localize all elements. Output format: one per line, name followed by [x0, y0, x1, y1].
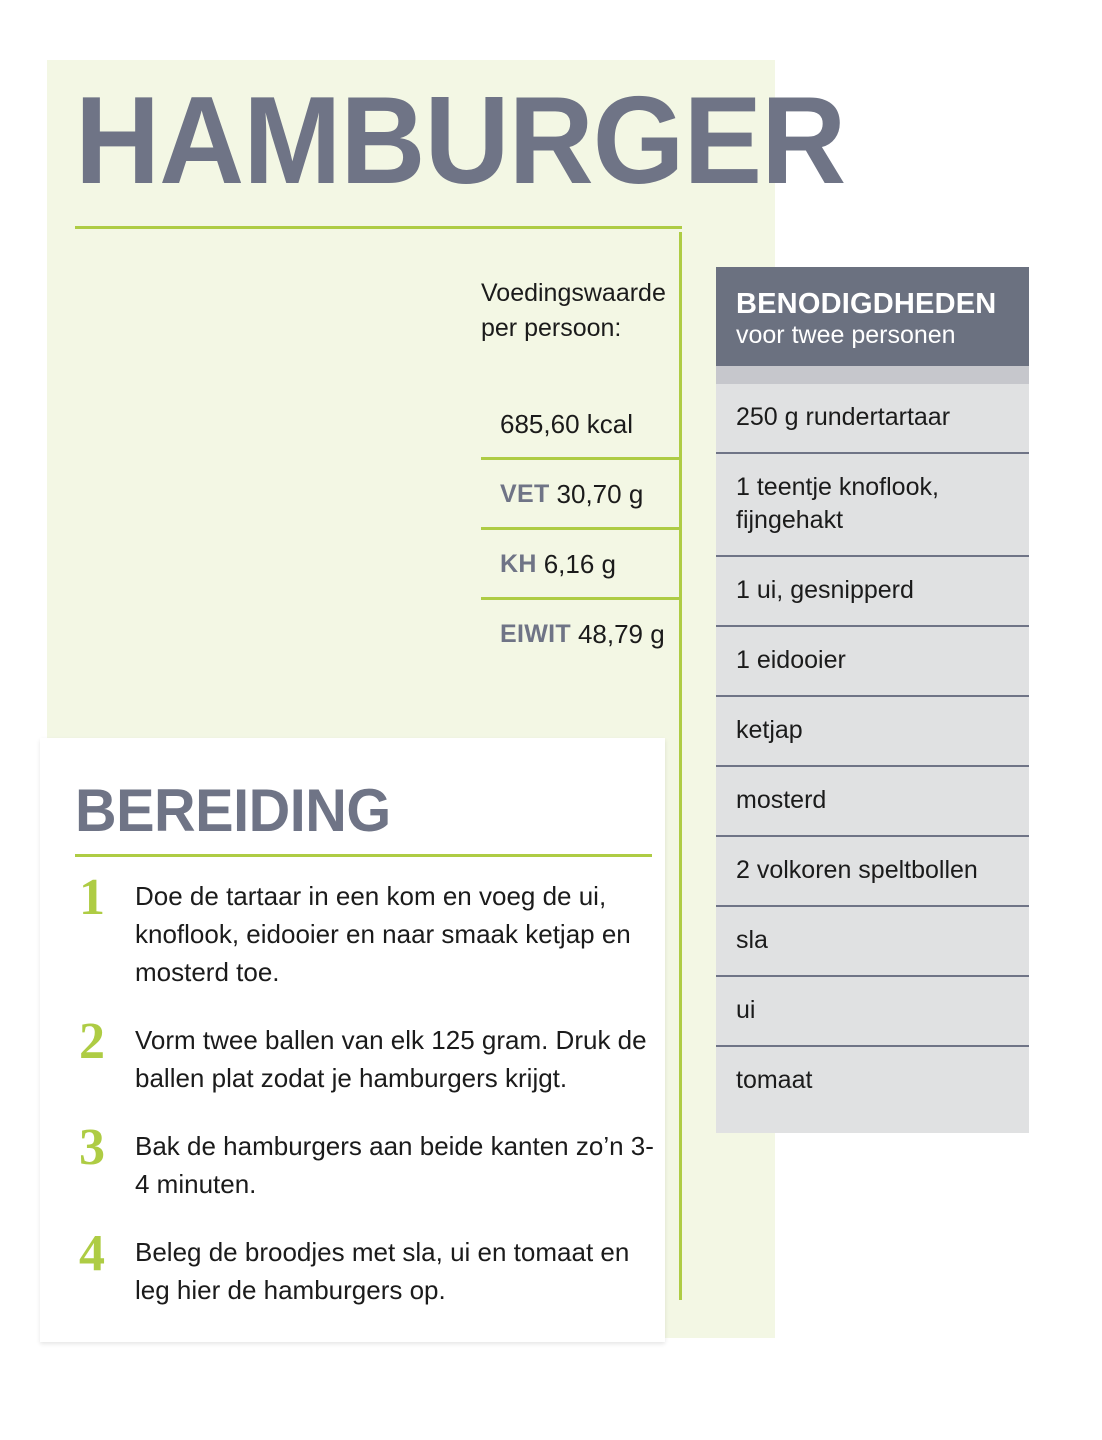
preparation-underline-rule: [75, 854, 652, 857]
list-item: 250 g rundertartaar: [716, 384, 1029, 454]
nutrition-label-vet: VET: [500, 479, 550, 508]
preparation-step: [75, 869, 655, 991]
ingredients-header-subtitle: voor twee personen: [736, 321, 956, 349]
nutrition-value-vet: 30,70 g: [556, 478, 644, 509]
list-item: 1 teentje knoflook, fijngehakt: [716, 454, 1029, 557]
step-text: Beleg de broodjes met sla, ui en tomaat en leg hier de hamburgers op.: [135, 1237, 630, 1305]
ingredients-list: [716, 384, 1029, 1133]
nutrition-heading-line2: per persoon:: [481, 314, 622, 342]
preparation-step: [75, 1225, 655, 1309]
nutrition-label-eiwit: EIWIT: [500, 619, 571, 648]
step-number: 1: [79, 869, 105, 926]
step-text: Bak de hamburgers aan beide kanten zo’n 3-4 minuten.: [135, 1131, 654, 1199]
nutrition-row-vet: [481, 457, 681, 527]
list-item: ui: [716, 977, 1029, 1047]
nutrition-label-kh: KH: [500, 549, 537, 578]
step-number: 3: [79, 1119, 105, 1176]
nutrition-value-kh: 6,16 g: [543, 548, 617, 579]
nutrition-row-kh: [481, 527, 681, 597]
step-text: Vorm twee ballen van elk 125 gram. Druk de ballen plat zodat je hamburgers krijgt.: [135, 1025, 647, 1093]
list-item: mosterd: [716, 767, 1029, 837]
nutrition-heading-line1: Voedingswaarde: [481, 279, 666, 307]
ingredients-header: [716, 267, 1029, 366]
ingredients-divider-strip: [716, 366, 1029, 384]
list-item: tomaat: [736, 1066, 813, 1094]
preparation-step: [75, 1013, 655, 1097]
list-item: 1 ui, gesnipperd: [716, 557, 1029, 627]
step-number: 2: [79, 1013, 105, 1070]
ingredients-card: [716, 267, 1029, 1133]
step-text: Doe de tartaar in een kom en voeg de ui, knoflook, eidooier en naar smaak ketjap en mosterd toe.: [135, 881, 631, 987]
ingredients-header-title: BENODIGDHEDEN: [736, 288, 997, 320]
nutrition-block: [481, 276, 681, 667]
nutrition-row-eiwit: [481, 597, 681, 667]
step-number: 4: [79, 1225, 105, 1282]
preparation-step: [75, 1119, 655, 1203]
preparation-steps: [75, 869, 655, 1309]
list-item: 2 volkoren speltbollen: [716, 837, 1029, 907]
preparation-title: BEREIDING: [75, 777, 391, 844]
nutrition-value-eiwit: 48,79 g: [577, 618, 665, 649]
nutrition-row-kcal: [481, 390, 681, 457]
list-item: 1 eidooier: [716, 627, 1029, 697]
title-underline-rule: [75, 226, 682, 229]
nutrition-heading: [481, 276, 681, 346]
preparation-block: [75, 777, 655, 1309]
page-title: HAMBURGER: [75, 72, 846, 210]
nutrition-value-kcal: 685,60 kcal: [500, 408, 633, 439]
list-item: sla: [716, 907, 1029, 977]
list-item: ketjap: [716, 697, 1029, 767]
